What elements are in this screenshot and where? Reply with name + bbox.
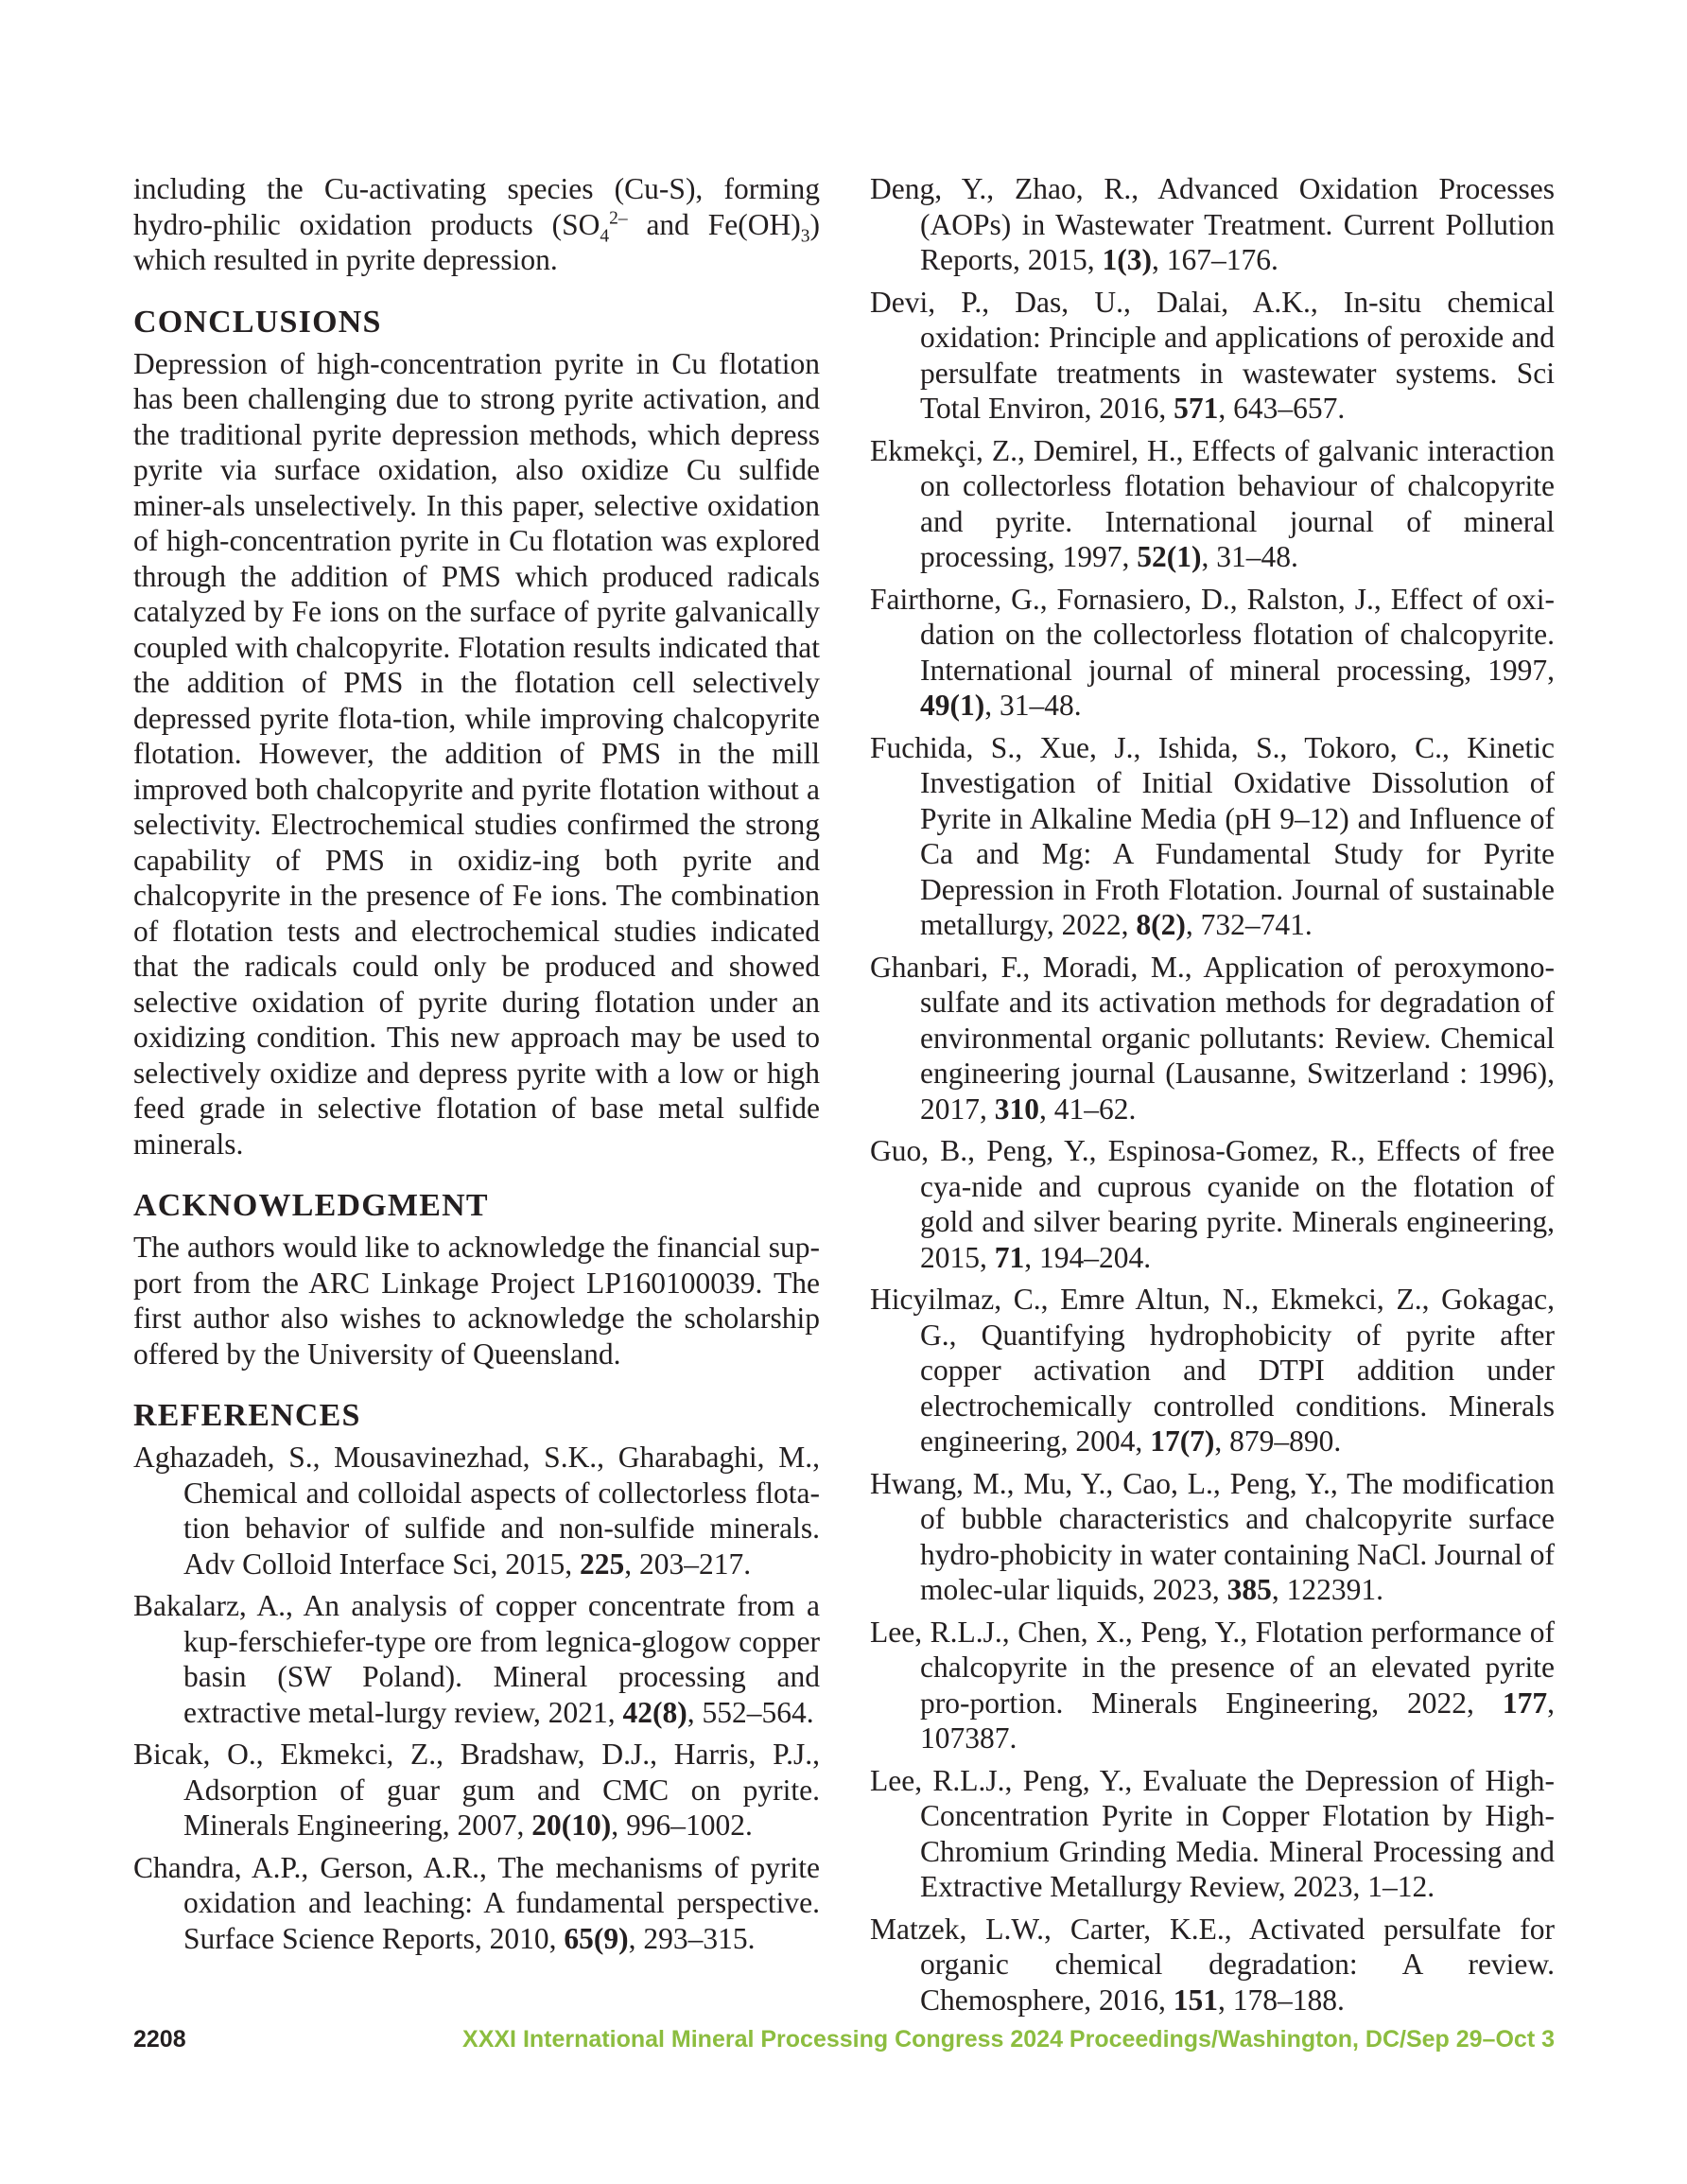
reference-item — [133, 1440, 820, 1581]
reference-volume: 20(10) — [531, 1808, 612, 1842]
reference-pages: , 732–741. — [1185, 908, 1313, 941]
reference-pages: , 552–564. — [687, 1695, 814, 1729]
reference-item — [870, 285, 1555, 427]
reference-pages: , 41–62. — [1039, 1092, 1137, 1126]
conclusions-paragraph: Depression of high-concentration pyrite in Cu flotation has been challenging due to strong pyrite activation, and the traditional pyrite depression methods, which depress pyrite via surface oxidation, also oxidize Cu sulfide miner-als unselectively. In this paper, selective oxidation of high-concentration pyrite in Cu flotation was explored through the addition of PMS which produced radicals catalyzed by Fe ions on the surface of pyrite galvanically coupled with chalcopyrite. Flotation results indicated that the addition of PMS in the flotation cell selectively depressed pyrite flota-tion, while improving chalcopyrite flotation. However, the addition of PMS in the mill improved both chalcopyrite and pyrite flotation without a selectivity. Electrochemical studies confirmed the strong capability of PMS in oxidiz-ing both pyrite and chalcopyrite in the presence of Fe ions. The combination of flotation tests and electrochemical studies indicated that the radicals could only be produced and showed selective oxidation of pyrite during flotation under an oxidizing condition. This new approach may be used to selectively oxidize and depress pyrite with a low or high feed grade in selective flotation of base metal sulfide minerals. — [133, 346, 820, 1161]
reference-item — [870, 1133, 1555, 1275]
reference-volume: 65(9) — [564, 1921, 629, 1955]
reference-volume: 571 — [1174, 392, 1219, 425]
references-list-right — [870, 171, 1555, 2018]
reference-pages: , 122391. — [1271, 1573, 1383, 1606]
reference-item — [870, 1466, 1555, 1608]
reference-volume: 385 — [1226, 1573, 1272, 1606]
reference-item — [870, 433, 1555, 575]
reference-volume: 8(2) — [1136, 908, 1186, 941]
intro-text-part: ) which resulted in pyrite depression. — [133, 207, 820, 276]
reference-text: Ghanbari, F., Moradi, M., Application of peroxymono-sulfate and its activation methods for degradation of environmental organic pollutants: Review. Chemical engineering journal (Lausanne, Switzerland : 1996), 2017, — [870, 950, 1555, 1126]
reference-volume: 225 — [580, 1546, 625, 1581]
reference-item — [133, 1588, 820, 1730]
reference-item — [133, 1737, 820, 1843]
page-number: 2208 — [133, 2026, 186, 2053]
reference-pages: , 203–217. — [624, 1546, 752, 1581]
reference-text: Aghazadeh, S., Mousavinezhad, S.K., Gharabaghi, M., Chemical and colloidal aspects of collectorless flota-tion behavior of sulfide and non-sulfide minerals. Adv Colloid Interface Sci, 2015, — [133, 1441, 820, 1581]
reference-item — [870, 1763, 1555, 1905]
reference-pages: , 167–176. — [1151, 243, 1278, 276]
reference-text: Devi, P., Das, U., Dalai, A.K., In-situ chemical oxidation: Principle and applications of peroxide and persulfate treatments in wastewater systems. Sci Total Environ, 2016, — [870, 285, 1555, 425]
reference-item — [870, 950, 1555, 1127]
reference-text: Bicak, O., Ekmekci, Z., Bradshaw, D.J., Harris, P.J., Adsorption of guar gum and CMC on pyrite. Minerals Engineering, 2007, — [133, 1738, 820, 1842]
reference-text: Deng, Y., Zhao, R., Advanced Oxidation Processes (AOPs) in Wastewater Treatment. Current Pollution Reports, 2015, — [870, 172, 1555, 276]
reference-volume: 49(1) — [920, 689, 985, 722]
superscript: 2– — [609, 208, 628, 228]
reference-text: Lee, R.L.J., Peng, Y., Evaluate the Depression of High-Concentration Pyrite in Copper Flotation by High-Chromium Grinding Media. Mineral Processing and Extractive Metallurgy Review, 2023, 1–12. — [870, 1763, 1555, 1903]
reference-volume: 151 — [1173, 1983, 1218, 2017]
reference-item — [870, 730, 1555, 943]
reference-item — [133, 1850, 820, 1957]
reference-pages: , 643–657. — [1218, 392, 1346, 425]
reference-pages: , 31–48. — [984, 689, 1082, 722]
reference-text: Guo, B., Peng, Y., Espinosa-Gomez, R., Effects of free cya-nide and cuprous cyanide on the flotation of gold and silver bearing pyrite. Minerals engineering, 2015, — [870, 1134, 1555, 1274]
reference-volume: 1(3) — [1102, 243, 1152, 276]
reference-text: Matzek, L.W., Carter, K.E., Activated persulfate for organic chemical degradation: A review. Chemosphere, 2016, — [870, 1912, 1555, 2017]
reference-pages: , 107387. — [920, 1686, 1555, 1755]
reference-pages: , 31–48. — [1201, 540, 1298, 573]
reference-text: Hicyilmaz, C., Emre Altun, N., Ekmekci, Z., Gokagac, G., Quantifying hydrophobicity of pyrite after copper activation and DTPI addition under electrochemically controlled conditions. Minerals engineering, 2004, — [870, 1283, 1555, 1458]
reference-item — [870, 1912, 1555, 2018]
references-list-left — [133, 1440, 820, 1956]
reference-text: Chandra, A.P., Gerson, A.R., The mechanisms of pyrite oxidation and leaching: A fundamental perspective. Surface Science Reports, 2010, — [133, 1850, 820, 1955]
acknowledgment-heading: ACKNOWLEDGMENT — [133, 1188, 489, 1223]
reference-volume: 42(8) — [622, 1695, 687, 1729]
reference-volume: 71 — [994, 1240, 1025, 1274]
reference-volume: 52(1) — [1137, 540, 1202, 573]
reference-text: Fuchida, S., Xue, J., Ishida, S., Tokoro, C., Kinetic Investigation of Initial Oxidative Dissolution of Pyrite in Alkaline Media (pH 9–12) and Influence of Ca and Mg: A Fundamental Study for Pyrite Depression in Froth Flotation. Journal of sustainable metallurgy, 2022, — [870, 730, 1555, 941]
reference-pages: , 178–188. — [1217, 1983, 1345, 2017]
reference-text: Hwang, M., Mu, Y., Cao, L., Peng, Y., The modification of bubble characteristics and chalcopyrite surface hydro-phobicity in water containing NaCl. Journal of molec-ular liquids, 2023, — [870, 1466, 1555, 1606]
reference-pages: , 293–315. — [628, 1921, 756, 1955]
reference-item — [870, 171, 1555, 278]
left-column — [133, 171, 820, 1963]
reference-text: Bakalarz, A., An analysis of copper concentrate from a kup-ferschiefer-type ore from legnica-glogow copper basin (SW Poland). Mineral processing and extractive metal-lurgy review, 2021, — [133, 1589, 820, 1729]
subscript: 3 — [800, 225, 810, 246]
reference-pages: , 996–1002. — [611, 1808, 753, 1842]
references-heading: REFERENCES — [133, 1398, 361, 1433]
reference-pages: , 194–204. — [1024, 1240, 1152, 1274]
reference-text: Fairthorne, G., Fornasiero, D., Ralston, J., Effect of oxi-dation on the collectorless flotation of chalcopyrite. International journal of mineral processing, 1997, — [870, 582, 1555, 687]
footer-proceedings-title: XXXI International Mineral Processing Congress 2024 Proceedings/Washington, DC/Sep 29–Oct 3 — [462, 2026, 1555, 2053]
intro-text-part: and Fe(OH) — [627, 207, 801, 241]
reference-text: Lee, R.L.J., Chen, X., Peng, Y., Flotation performance of chalcopyrite in the presence of an elevated pyrite pro-portion. Minerals Engineering, 2022, — [870, 1615, 1555, 1720]
page-footer — [133, 2026, 1555, 2060]
subscript: 4 — [600, 225, 610, 246]
intro-paragraph — [133, 171, 820, 278]
reference-item — [870, 1615, 1555, 1756]
intro-text-part: including the Cu-activating species (Cu-S), forming hydro-philic oxidation products (SO — [133, 172, 820, 241]
reference-item — [870, 1282, 1555, 1459]
reference-volume: 17(7) — [1150, 1424, 1215, 1458]
right-column — [870, 171, 1555, 2024]
acknowledgment-paragraph: The authors would like to acknowledge the financial sup-port from the ARC Linkage Project LP160100039. The first author also wishes to acknowledge the scholarship offered by the University of Queensland. — [133, 1231, 820, 1371]
conclusions-heading: CONCLUSIONS — [133, 304, 382, 340]
reference-text: Ekmekçi, Z., Demirel, H., Effects of galvanic interaction on collectorless flotation behaviour of chalcopyrite and pyrite. International journal of mineral processing, 1997, — [870, 433, 1555, 573]
reference-volume: 177 — [1502, 1686, 1548, 1720]
reference-volume: 310 — [994, 1092, 1039, 1126]
reference-pages: , 879–890. — [1214, 1424, 1342, 1458]
reference-item — [870, 582, 1555, 724]
